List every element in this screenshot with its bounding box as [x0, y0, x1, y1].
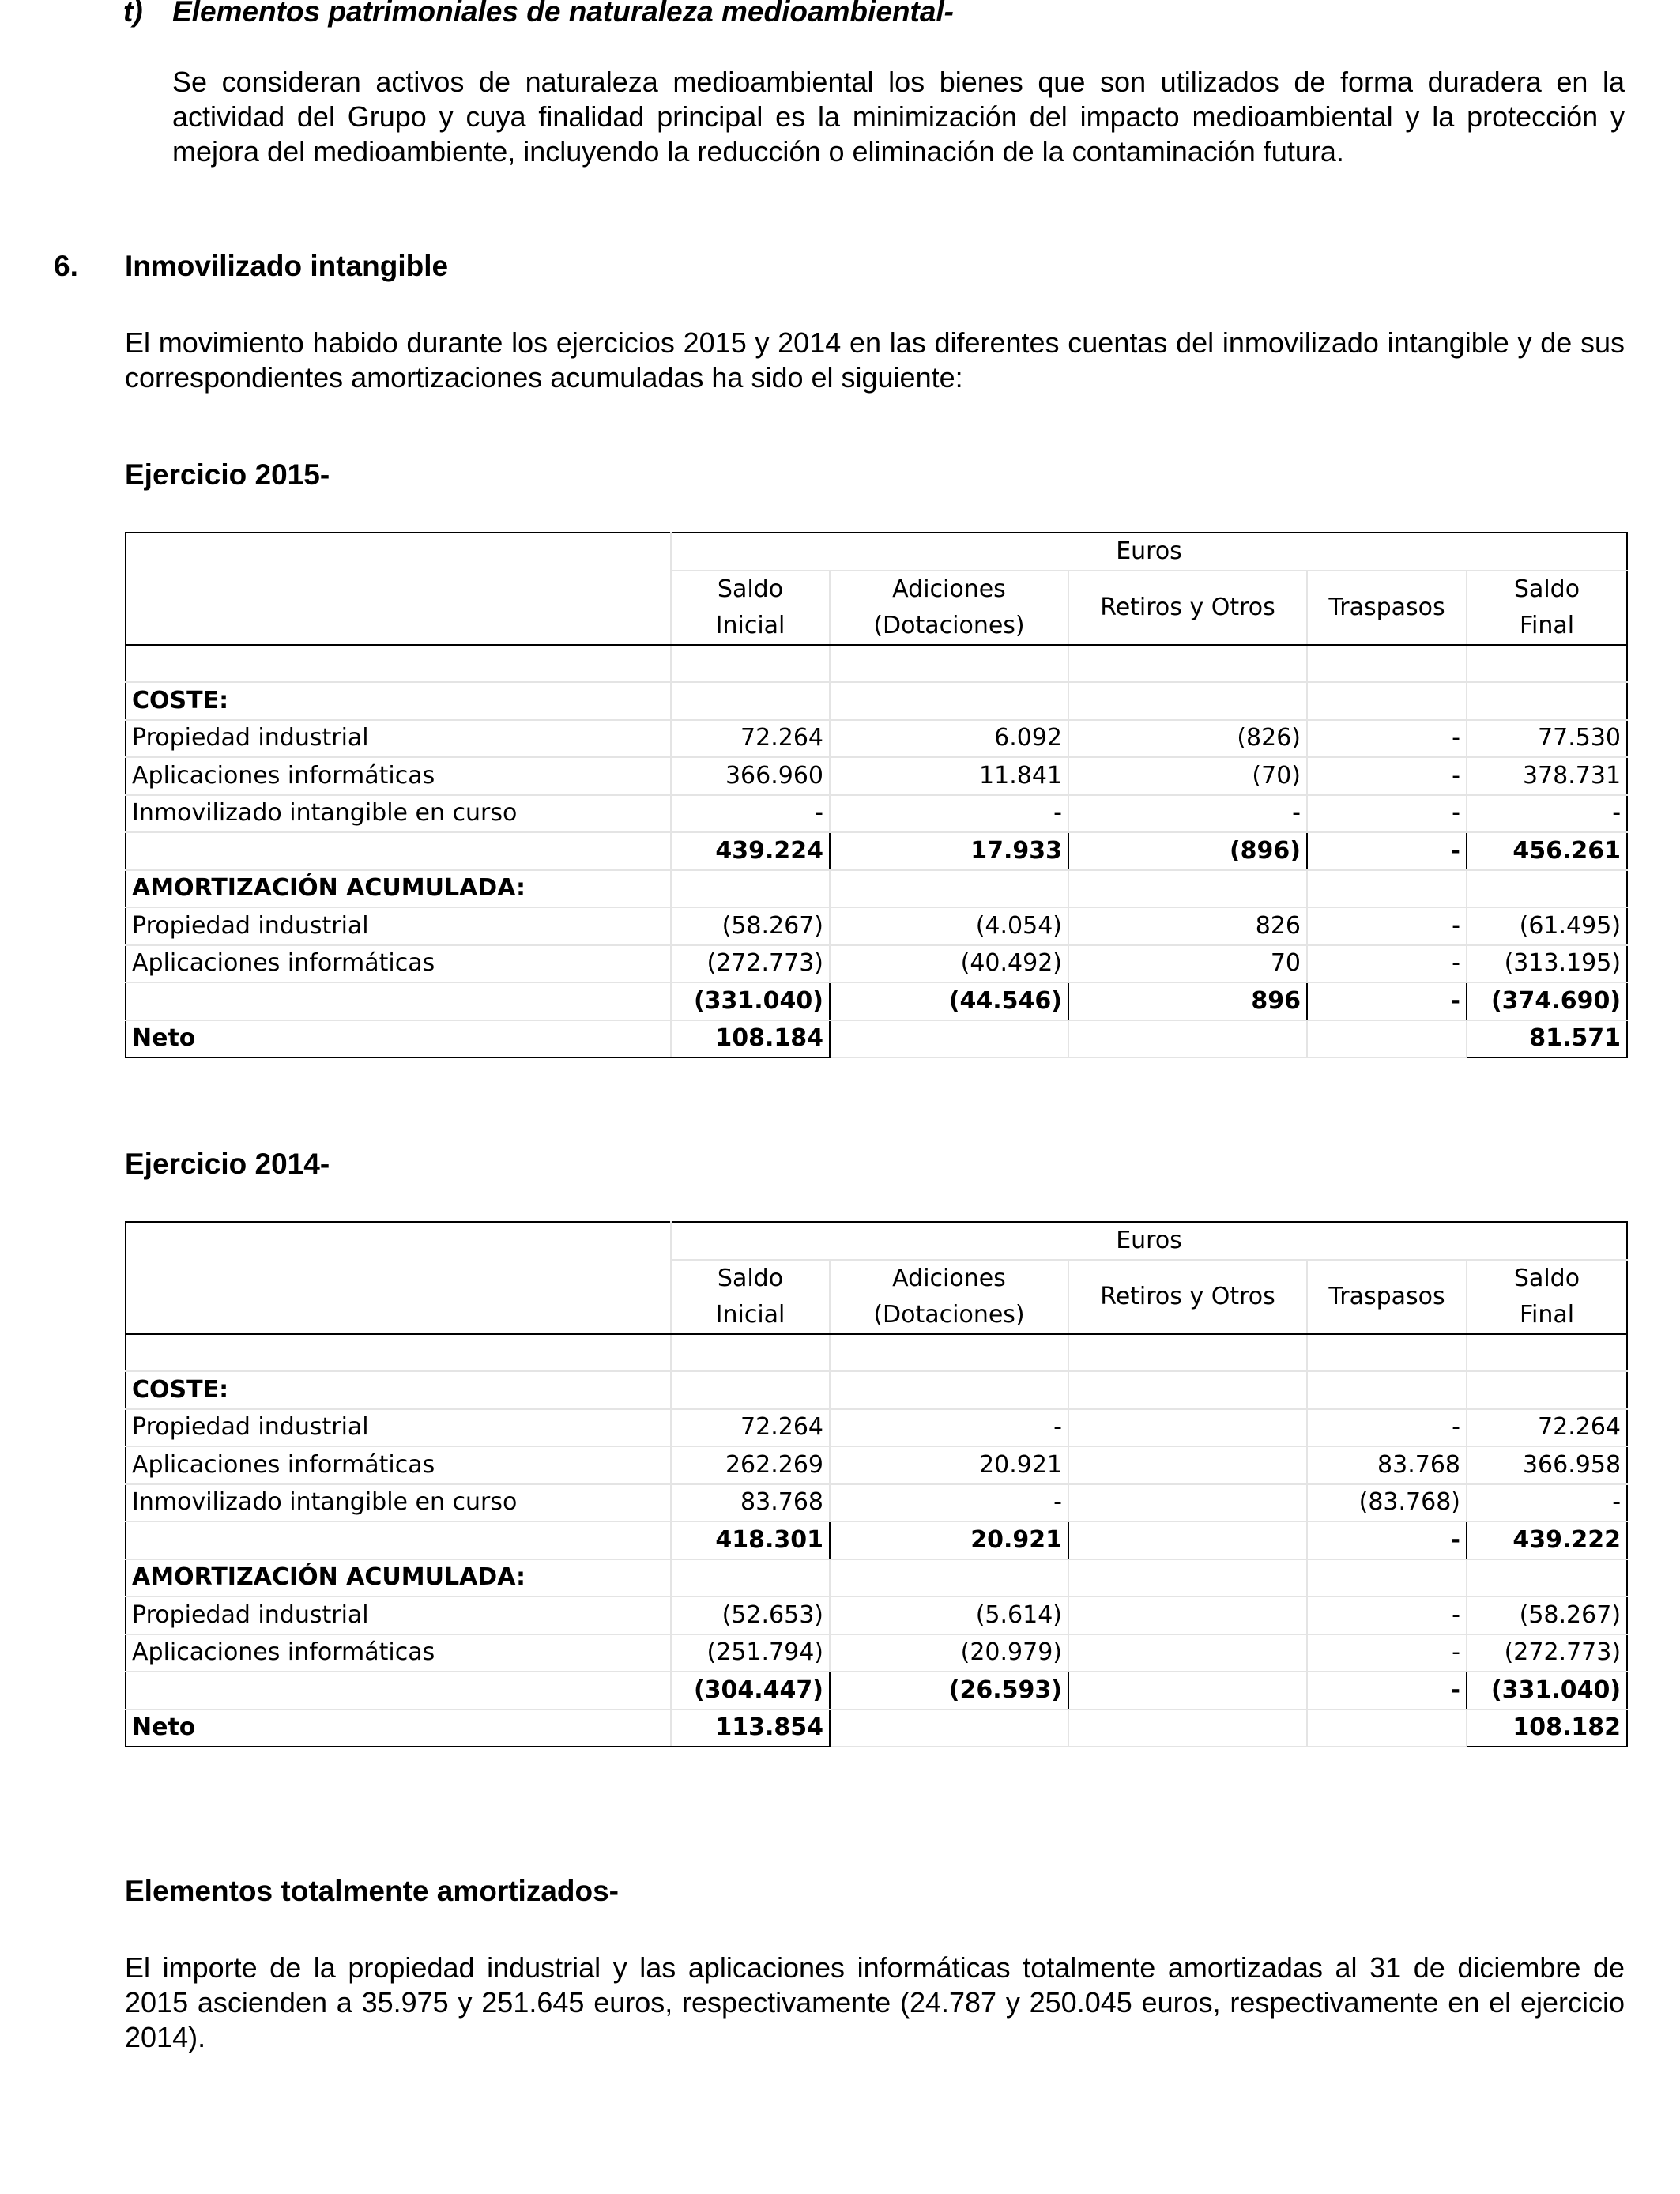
row-value: (70)	[1068, 757, 1307, 795]
table-row	[126, 1634, 1627, 1672]
totalmente-amortizados-paragraph: El importe de la propiedad industrial y las aplicaciones informáticas totalmente amortizadas al 31 de diciembre de 2015 ascienden a 35.975 y 251.645 euros, respectivamente (24.787 y 250.045 euros, respectivamente en el ejercicio 2014).	[125, 1951, 1625, 2053]
row-value: 83.768	[671, 1484, 830, 1522]
row-value: (61.495)	[1467, 907, 1627, 945]
row-value	[1307, 682, 1467, 720]
retiros-header: Retiros y Otros	[1068, 571, 1307, 645]
adiciones-header-line: (Dotaciones)	[873, 611, 1025, 639]
row-value: 72.264	[671, 1409, 830, 1447]
saldo-final-header-line: Saldo	[1513, 575, 1580, 603]
row-value: 108.184	[671, 1020, 830, 1058]
spacer-cell	[1068, 645, 1307, 683]
section-t-title: Elementos patrimoniales de naturaleza medioambiental-	[172, 0, 954, 28]
adiciones-header-line: Adiciones	[892, 1264, 1006, 1292]
table-header-row	[126, 533, 1627, 571]
row-label: Aplicaciones informáticas	[126, 757, 671, 795]
row-value: -	[830, 795, 1068, 833]
row-value: -	[1307, 832, 1467, 870]
spacer-cell	[1467, 1334, 1627, 1372]
row-value	[1068, 1710, 1307, 1747]
row-label: AMORTIZACIÓN ACUMULADA:	[126, 870, 671, 908]
row-value: 17.933	[830, 832, 1068, 870]
saldo-inicial-header	[671, 571, 830, 645]
ejercicio-2014-title: Ejercicio 2014-	[125, 1148, 330, 1180]
row-label: Propiedad industrial	[126, 907, 671, 945]
saldo-final-header	[1467, 1260, 1627, 1334]
spacer-cell	[1307, 645, 1467, 683]
row-value: -	[1307, 945, 1467, 983]
table-spacer-row	[126, 645, 1627, 683]
row-value: -	[1307, 1634, 1467, 1672]
saldo-final-header-line: Saldo	[1513, 1264, 1580, 1292]
table-row	[126, 1521, 1627, 1559]
row-value: 108.182	[1467, 1710, 1627, 1747]
row-value: (826)	[1068, 720, 1307, 758]
table-row	[126, 1020, 1627, 1058]
row-value: 262.269	[671, 1446, 830, 1484]
table-row	[126, 870, 1627, 908]
row-value	[1068, 1446, 1307, 1484]
row-value	[830, 1020, 1068, 1058]
row-value: (52.653)	[671, 1596, 830, 1634]
row-label: Aplicaciones informáticas	[126, 1634, 671, 1672]
row-value: 418.301	[671, 1521, 830, 1559]
row-value: 113.854	[671, 1710, 830, 1747]
row-value	[1467, 1559, 1627, 1597]
row-value: (313.195)	[1467, 945, 1627, 983]
spacer-cell	[126, 645, 671, 683]
table-row	[126, 757, 1627, 795]
row-value	[1068, 1371, 1307, 1409]
row-value: -	[1307, 1596, 1467, 1634]
ejercicio-2015-table	[125, 532, 1628, 1058]
row-value	[1068, 1559, 1307, 1597]
row-label: Propiedad industrial	[126, 1596, 671, 1634]
row-value: (58.267)	[1467, 1596, 1627, 1634]
table-row	[126, 1596, 1627, 1634]
row-value: (374.690)	[1467, 982, 1627, 1020]
row-label: Inmovilizado intangible en curso	[126, 795, 671, 833]
table-row	[126, 1672, 1627, 1710]
row-value	[1068, 870, 1307, 908]
row-value: (83.768)	[1307, 1484, 1467, 1522]
row-value	[1467, 682, 1627, 720]
row-value	[671, 1371, 830, 1409]
row-label: AMORTIZACIÓN ACUMULADA:	[126, 1559, 671, 1597]
row-value: -	[1068, 795, 1307, 833]
section-6-title: Inmovilizado intangible	[125, 250, 449, 282]
row-value: -	[830, 1484, 1068, 1522]
row-value: 826	[1068, 907, 1307, 945]
row-value	[1467, 870, 1627, 908]
row-label	[126, 1521, 671, 1559]
totalmente-amortizados-title: Elementos totalmente amortizados-	[125, 1875, 620, 1907]
row-value: (304.447)	[671, 1672, 830, 1710]
row-label	[126, 1672, 671, 1710]
row-value: 378.731	[1467, 757, 1627, 795]
traspasos-header: Traspasos	[1307, 1260, 1467, 1334]
row-value: (896)	[1068, 832, 1307, 870]
section-6-number: 6.	[54, 250, 78, 282]
section-6-paragraph: El movimiento habido durante los ejercicios 2015 y 2014 en las diferentes cuentas del inmovilizado intangible y de sus correspondientes amortizaciones acumuladas ha sido el siguiente:	[125, 326, 1625, 394]
row-value: (26.593)	[830, 1672, 1068, 1710]
row-value: -	[1307, 795, 1467, 833]
row-value	[1068, 1634, 1307, 1672]
table-row	[126, 682, 1627, 720]
row-label: Propiedad industrial	[126, 720, 671, 758]
adiciones-header-line: (Dotaciones)	[873, 1300, 1025, 1329]
header-label-cell	[126, 1222, 671, 1334]
saldo-inicial-header-line: Saldo	[717, 1264, 784, 1292]
row-value: (331.040)	[1467, 1672, 1627, 1710]
row-value: -	[1467, 795, 1627, 833]
row-label: COSTE:	[126, 682, 671, 720]
saldo-final-header-line: Final	[1519, 611, 1575, 639]
spacer-cell	[1467, 645, 1627, 683]
row-label: Aplicaciones informáticas	[126, 1446, 671, 1484]
spacer-cell	[1068, 1334, 1307, 1372]
row-value: 81.571	[1467, 1020, 1627, 1058]
row-value	[830, 682, 1068, 720]
row-value: 896	[1068, 982, 1307, 1020]
adiciones-header	[830, 1260, 1068, 1334]
row-value	[1307, 1020, 1467, 1058]
table-row	[126, 982, 1627, 1020]
spacer-cell	[1307, 1334, 1467, 1372]
row-value: -	[671, 795, 830, 833]
header-label-cell	[126, 533, 671, 645]
row-value: 72.264	[1467, 1409, 1627, 1447]
row-value	[1307, 1371, 1467, 1409]
row-value	[1068, 1672, 1307, 1710]
row-value	[1068, 1409, 1307, 1447]
row-value: (251.794)	[671, 1634, 830, 1672]
row-value: 20.921	[830, 1446, 1068, 1484]
row-value	[830, 1710, 1068, 1747]
ejercicio-2014-table	[125, 1221, 1628, 1747]
table-row	[126, 1371, 1627, 1409]
saldo-inicial-header	[671, 1260, 830, 1334]
row-label: Propiedad industrial	[126, 1409, 671, 1447]
row-value: 6.092	[830, 720, 1068, 758]
row-value: -	[1307, 1672, 1467, 1710]
table-row	[126, 1710, 1627, 1747]
row-value	[1307, 870, 1467, 908]
row-value: 70	[1068, 945, 1307, 983]
section-t-marker: t)	[123, 0, 143, 28]
row-value: 11.841	[830, 757, 1068, 795]
row-value: 366.960	[671, 757, 830, 795]
table-row	[126, 907, 1627, 945]
row-value: (272.773)	[1467, 1634, 1627, 1672]
row-value: (44.546)	[830, 982, 1068, 1020]
saldo-inicial-header-line: Inicial	[715, 1300, 785, 1329]
retiros-header: Retiros y Otros	[1068, 1260, 1307, 1334]
saldo-final-header	[1467, 571, 1627, 645]
spacer-cell	[830, 1334, 1068, 1372]
row-value: 72.264	[671, 720, 830, 758]
spacer-cell	[671, 1334, 830, 1372]
row-value	[830, 1559, 1068, 1597]
row-value	[1307, 1710, 1467, 1747]
row-value: (20.979)	[830, 1634, 1068, 1672]
ejercicio-2015-title: Ejercicio 2015-	[125, 458, 330, 491]
row-value: -	[1467, 1484, 1627, 1522]
row-value: 439.222	[1467, 1521, 1627, 1559]
row-value: 456.261	[1467, 832, 1627, 870]
table-row	[126, 1484, 1627, 1522]
row-value	[671, 682, 830, 720]
row-label: Aplicaciones informáticas	[126, 945, 671, 983]
row-value	[1467, 1371, 1627, 1409]
table-row	[126, 1446, 1627, 1484]
row-value: 77.530	[1467, 720, 1627, 758]
row-value	[1068, 682, 1307, 720]
table-row	[126, 1559, 1627, 1597]
table-row	[126, 1409, 1627, 1447]
currency-header: Euros	[671, 533, 1627, 571]
row-value: -	[1307, 907, 1467, 945]
row-value: 20.921	[830, 1521, 1068, 1559]
saldo-inicial-header-line: Inicial	[715, 611, 785, 639]
row-value	[1307, 1559, 1467, 1597]
saldo-final-header-line: Final	[1519, 1300, 1575, 1329]
row-label: COSTE:	[126, 1371, 671, 1409]
row-value: -	[830, 1409, 1068, 1447]
row-value	[1068, 1596, 1307, 1634]
row-label	[126, 832, 671, 870]
adiciones-header-line: Adiciones	[892, 575, 1006, 603]
row-value	[671, 870, 830, 908]
row-value: 439.224	[671, 832, 830, 870]
table-row	[126, 945, 1627, 983]
row-value: 83.768	[1307, 1446, 1467, 1484]
spacer-cell	[126, 1334, 671, 1372]
row-value	[830, 1371, 1068, 1409]
table-row	[126, 832, 1627, 870]
row-label	[126, 982, 671, 1020]
saldo-inicial-header-line: Saldo	[717, 575, 784, 603]
adiciones-header	[830, 571, 1068, 645]
row-label: Inmovilizado intangible en curso	[126, 1484, 671, 1522]
spacer-cell	[671, 645, 830, 683]
table-spacer-row	[126, 1334, 1627, 1372]
row-value: (58.267)	[671, 907, 830, 945]
row-value: -	[1307, 757, 1467, 795]
row-value: (272.773)	[671, 945, 830, 983]
section-t-heading	[123, 0, 954, 28]
row-value: (331.040)	[671, 982, 830, 1020]
row-value	[1068, 1484, 1307, 1522]
row-value	[1068, 1020, 1307, 1058]
table-row	[126, 720, 1627, 758]
row-value: 366.958	[1467, 1446, 1627, 1484]
row-value: -	[1307, 982, 1467, 1020]
table-header-row	[126, 1222, 1627, 1260]
row-value: (5.614)	[830, 1596, 1068, 1634]
row-value: (40.492)	[830, 945, 1068, 983]
section-t-paragraph: Se consideran activos de naturaleza medioambiental los bienes que son utilizados de forma duradera en la actividad del Grupo y cuya finalidad principal es la minimización del impacto medioambiental y la protección y mejora del medioambiente, incluyendo la reducción o eliminación de la contaminación futura.	[172, 66, 1625, 168]
row-value	[830, 870, 1068, 908]
spacer-cell	[830, 645, 1068, 683]
row-label: Neto	[126, 1020, 671, 1058]
row-value: -	[1307, 1409, 1467, 1447]
row-value: (4.054)	[830, 907, 1068, 945]
row-value: -	[1307, 720, 1467, 758]
table-row	[126, 795, 1627, 833]
traspasos-header: Traspasos	[1307, 571, 1467, 645]
row-label: Neto	[126, 1710, 671, 1747]
row-value: -	[1307, 1521, 1467, 1559]
currency-header: Euros	[671, 1222, 1627, 1260]
row-value	[671, 1559, 830, 1597]
row-value	[1068, 1521, 1307, 1559]
